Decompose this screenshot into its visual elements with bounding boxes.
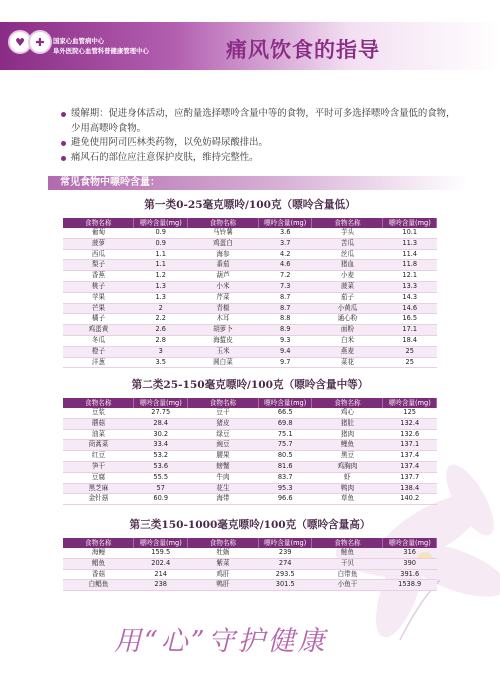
purine-value-cell: 1.1 xyxy=(134,249,188,260)
food-name-cell: 芒果 xyxy=(63,303,134,314)
purine-value-cell: 9.4 xyxy=(258,346,312,357)
purine-value-cell: 14.3 xyxy=(383,292,437,303)
food-name-cell: 鸭肝 xyxy=(187,580,258,591)
table-body xyxy=(63,548,437,591)
column-header: 嘌呤含量(mg) xyxy=(383,538,437,548)
food-name-cell: 白带鱼 xyxy=(312,569,383,580)
food-name-cell: 小鱼干 xyxy=(312,580,383,591)
food-name-cell: 小米 xyxy=(187,281,258,292)
column-header: 嘌呤含量(mg) xyxy=(383,398,437,408)
purine-value-cell: 4.2 xyxy=(258,249,312,260)
food-name-cell: 木耳 xyxy=(187,314,258,325)
purine-value-cell: 9.7 xyxy=(258,357,312,368)
food-name-cell: 猪皮 xyxy=(187,418,258,429)
table-row xyxy=(63,281,437,292)
section-title: 常见食物中嘌呤含量： xyxy=(48,176,468,190)
purine-value-cell: 214 xyxy=(134,569,188,580)
food-name-cell: 油菜 xyxy=(63,429,134,440)
purine-value-cell: 18.4 xyxy=(383,335,437,346)
heart-center-logo-icon: ♥ xyxy=(8,30,32,54)
food-name-cell: 干贝 xyxy=(312,558,383,569)
advice-item: 缓解期：促进身体活动，应酌量选择嘌呤含量中等的食物，平时可多选择嘌呤含量低的食物，少用高嘌呤食物。 xyxy=(64,107,464,136)
purine-value-cell: 293.5 xyxy=(258,569,312,580)
food-name-cell: 鸡胸肉 xyxy=(312,461,383,472)
food-name-cell: 红豆 xyxy=(63,451,134,462)
purine-value-cell: 3 xyxy=(134,346,188,357)
food-name-cell: 鸡肝 xyxy=(187,569,258,580)
table-row xyxy=(63,408,437,418)
food-name-cell: 鲳鱼 xyxy=(63,558,134,569)
column-header: 嘌呤含量(mg) xyxy=(134,218,188,228)
page-title: 痛风饮食的指导 xyxy=(226,37,380,62)
table-row xyxy=(63,558,437,569)
table-row xyxy=(63,580,437,591)
food-name-cell: 白米 xyxy=(312,335,383,346)
purine-table-low xyxy=(63,218,437,368)
purine-value-cell: 137.7 xyxy=(383,472,437,483)
purine-value-cell: 2 xyxy=(134,303,188,314)
purine-value-cell: 10.1 xyxy=(383,228,437,238)
food-name-cell: 金针菇 xyxy=(63,494,134,505)
purine-value-cell: 137.1 xyxy=(383,440,437,451)
table-header-row xyxy=(63,398,437,408)
column-header: 食物名称 xyxy=(312,538,383,548)
food-name-cell: 牡蛎 xyxy=(187,548,258,558)
purine-value-cell: 57 xyxy=(134,483,188,494)
food-name-cell: 猪血 xyxy=(312,260,383,271)
food-name-cell: 菠萝 xyxy=(63,238,134,249)
food-name-cell: 海参 xyxy=(187,249,258,260)
purine-value-cell: 33.4 xyxy=(134,440,188,451)
purine-value-cell: 1.3 xyxy=(134,281,188,292)
table-2-title: 第二类25-150毫克嘌呤/100克（嘌呤含量中等） xyxy=(131,379,369,391)
purine-value-cell: 83.7 xyxy=(258,472,312,483)
table-3-title: 第三类150-1000毫克嘌呤/100克（嘌呤含量高） xyxy=(129,519,371,531)
table-header-row xyxy=(63,538,437,548)
food-name-cell: 橘子 xyxy=(63,314,134,325)
advice-item: 避免使用阿司匹林类药物，以免妨碍尿酸排出。 xyxy=(64,136,464,151)
food-name-cell: 海鳗 xyxy=(63,548,134,558)
purine-value-cell: 55.5 xyxy=(134,472,188,483)
food-name-cell: 猪肚 xyxy=(312,418,383,429)
purine-value-cell: 1.1 xyxy=(134,260,188,271)
purine-value-cell: 25 xyxy=(383,357,437,368)
purine-value-cell: 69.8 xyxy=(258,418,312,429)
purine-value-cell: 27.75 xyxy=(134,408,188,418)
table-row xyxy=(63,548,437,558)
purine-table-medium xyxy=(63,398,437,505)
food-name-cell: 燕麦 xyxy=(312,346,383,357)
purine-value-cell: 238 xyxy=(134,580,188,591)
food-name-cell: 西瓜 xyxy=(63,249,134,260)
column-header: 嘌呤含量(mg) xyxy=(134,538,188,548)
table-row xyxy=(63,228,437,238)
purine-value-cell: 274 xyxy=(258,558,312,569)
food-name-cell: 橙子 xyxy=(63,346,134,357)
purine-value-cell: 12.1 xyxy=(383,271,437,282)
food-name-cell: 海带 xyxy=(187,494,258,505)
food-name-cell: 腰果 xyxy=(187,451,258,462)
purine-value-cell: 8.8 xyxy=(258,314,312,325)
food-name-cell: 桃子 xyxy=(63,281,134,292)
food-name-cell: 白鲳鱼 xyxy=(63,580,134,591)
purine-value-cell: 301.5 xyxy=(258,580,312,591)
table-row xyxy=(63,335,437,346)
food-name-cell: 芹菜 xyxy=(187,292,258,303)
purine-value-cell: 2.8 xyxy=(134,335,188,346)
org-line-1: 国家心血管病中心 xyxy=(53,37,105,45)
food-name-cell: 蘑菇 xyxy=(63,418,134,429)
food-name-cell: 香蕉 xyxy=(63,271,134,282)
food-name-cell: 小麦 xyxy=(312,271,383,282)
purine-value-cell: 8.9 xyxy=(258,325,312,336)
food-name-cell: 鸡蛋黄 xyxy=(63,325,134,336)
purine-value-cell: 81.6 xyxy=(258,461,312,472)
food-name-cell: 牛肉 xyxy=(187,472,258,483)
food-name-cell: 草鱼 xyxy=(312,494,383,505)
table-row xyxy=(63,429,437,440)
purine-value-cell: 96.6 xyxy=(258,494,312,505)
purine-value-cell: 95.3 xyxy=(258,483,312,494)
food-name-cell: 冬瓜 xyxy=(63,335,134,346)
purine-value-cell: 390 xyxy=(383,558,437,569)
food-name-cell: 马铃薯 xyxy=(187,228,258,238)
purine-value-cell: 1.3 xyxy=(134,292,188,303)
food-name-cell: 芋头 xyxy=(312,228,383,238)
purine-value-cell: 391.6 xyxy=(383,569,437,580)
table-row xyxy=(63,303,437,314)
column-header: 嘌呤含量(mg) xyxy=(134,398,188,408)
food-name-cell: 黑芝麻 xyxy=(63,483,134,494)
purine-value-cell: 9.3 xyxy=(258,335,312,346)
column-header: 食物名称 xyxy=(63,218,134,228)
food-name-cell: 菠菜 xyxy=(312,281,383,292)
food-name-cell: 胡萝卜 xyxy=(187,325,258,336)
purine-value-cell: 11.8 xyxy=(383,260,437,271)
table-row xyxy=(63,271,437,282)
purine-value-cell: 202.4 xyxy=(134,558,188,569)
food-name-cell: 花生 xyxy=(187,483,258,494)
column-header: 嘌呤含量(mg) xyxy=(383,218,437,228)
table-row xyxy=(63,483,437,494)
purine-value-cell: 3.6 xyxy=(258,228,312,238)
food-name-cell: 香菇 xyxy=(63,569,134,580)
hospital-logo-icon: ✚ xyxy=(28,30,52,54)
purine-value-cell: 132.4 xyxy=(383,418,437,429)
purine-value-cell: 80.5 xyxy=(258,451,312,462)
purine-value-cell: 3.5 xyxy=(134,357,188,368)
food-name-cell: 鸡心 xyxy=(312,408,383,418)
purine-value-cell: 316 xyxy=(383,548,437,558)
food-name-cell: 笋干 xyxy=(63,461,134,472)
food-name-cell: 丝瓜 xyxy=(312,249,383,260)
table-row xyxy=(63,451,437,462)
purine-value-cell: 60.9 xyxy=(134,494,188,505)
purine-value-cell: 159.5 xyxy=(134,548,188,558)
food-name-cell: 茼蒿菜 xyxy=(63,440,134,451)
purine-value-cell: 137.4 xyxy=(383,461,437,472)
food-name-cell: 番茄 xyxy=(187,260,258,271)
purine-value-cell: 13.3 xyxy=(383,281,437,292)
food-name-cell: 圆白菜 xyxy=(187,357,258,368)
table-header-row xyxy=(63,218,437,228)
purine-value-cell: 7.3 xyxy=(258,281,312,292)
purine-value-cell: 11.4 xyxy=(383,249,437,260)
food-name-cell: 虾 xyxy=(312,472,383,483)
organization-name xyxy=(53,36,149,56)
purine-value-cell: 75.1 xyxy=(258,429,312,440)
purine-value-cell: 14.6 xyxy=(383,303,437,314)
food-name-cell: 茄子 xyxy=(312,292,383,303)
purine-value-cell: 17.1 xyxy=(383,325,437,336)
purine-value-cell: 239 xyxy=(258,548,312,558)
table-body xyxy=(63,408,437,505)
purine-value-cell: 140.2 xyxy=(383,494,437,505)
purine-value-cell: 66.5 xyxy=(258,408,312,418)
slogan: 用“心”守护健康 xyxy=(114,626,328,657)
food-name-cell: 紫菜 xyxy=(187,558,258,569)
table-1-title: 第一类0-25毫克嘌呤/100克（嘌呤含量低） xyxy=(144,199,356,211)
purine-value-cell: 2.2 xyxy=(134,314,188,325)
purine-value-cell: 53.2 xyxy=(134,451,188,462)
purine-value-cell: 132.6 xyxy=(383,429,437,440)
food-name-cell: 豆干 xyxy=(187,408,258,418)
purine-value-cell: 0.9 xyxy=(134,228,188,238)
table-row xyxy=(63,472,437,483)
column-header: 食物名称 xyxy=(63,538,134,548)
food-name-cell: 鲤鱼 xyxy=(312,440,383,451)
column-header: 嘌呤含量(mg) xyxy=(258,218,312,228)
purine-value-cell: 1538.9 xyxy=(383,580,437,591)
purine-value-cell: 28.4 xyxy=(134,418,188,429)
purine-value-cell: 2.6 xyxy=(134,325,188,336)
column-header: 食物名称 xyxy=(312,398,383,408)
table-row xyxy=(63,440,437,451)
purine-value-cell: 125 xyxy=(383,408,437,418)
food-name-cell: 猪肉 xyxy=(312,429,383,440)
food-name-cell: 菜花 xyxy=(312,357,383,368)
table-row xyxy=(63,314,437,325)
table-row xyxy=(63,418,437,429)
food-name-cell: 豆浆 xyxy=(63,408,134,418)
purine-value-cell: 1.2 xyxy=(134,271,188,282)
purine-table-high xyxy=(63,538,437,591)
food-name-cell: 黑豆 xyxy=(312,451,383,462)
food-name-cell: 苹果 xyxy=(63,292,134,303)
food-name-cell: 玉米 xyxy=(187,346,258,357)
org-line-2: 阜外医院心血管科普健康管理中心 xyxy=(53,47,149,55)
food-name-cell: 螃蟹 xyxy=(187,461,258,472)
table-row xyxy=(63,357,437,368)
column-header: 食物名称 xyxy=(187,398,258,408)
column-header: 食物名称 xyxy=(312,218,383,228)
purine-value-cell: 75.7 xyxy=(258,440,312,451)
food-name-cell: 海蜇皮 xyxy=(187,335,258,346)
table-row xyxy=(63,461,437,472)
purine-value-cell: 53.6 xyxy=(134,461,188,472)
table-row xyxy=(63,260,437,271)
purine-value-cell: 3.7 xyxy=(258,238,312,249)
food-name-cell: 通心粉 xyxy=(312,314,383,325)
table-row xyxy=(63,346,437,357)
table-row xyxy=(63,494,437,505)
purine-value-cell: 25 xyxy=(383,346,437,357)
column-header: 嘌呤含量(mg) xyxy=(258,398,312,408)
purine-value-cell: 11.3 xyxy=(383,238,437,249)
purine-value-cell: 30.2 xyxy=(134,429,188,440)
table-row xyxy=(63,238,437,249)
table-row xyxy=(63,292,437,303)
food-name-cell: 鸡蛋白 xyxy=(187,238,258,249)
food-name-cell: 豆腐 xyxy=(63,472,134,483)
food-name-cell: 葫芦 xyxy=(187,271,258,282)
table-body xyxy=(63,228,437,368)
purine-value-cell: 0.9 xyxy=(134,238,188,249)
column-header: 食物名称 xyxy=(63,398,134,408)
food-name-cell: 苦瓜 xyxy=(312,238,383,249)
column-header: 嘌呤含量(mg) xyxy=(258,538,312,548)
food-name-cell: 葡萄 xyxy=(63,228,134,238)
food-name-cell: 青椒 xyxy=(187,303,258,314)
food-name-cell: 豌豆 xyxy=(187,440,258,451)
table-row xyxy=(63,325,437,336)
purine-value-cell: 8.7 xyxy=(258,303,312,314)
food-name-cell: 鸭肉 xyxy=(312,483,383,494)
food-name-cell: 小黄瓜 xyxy=(312,303,383,314)
purine-value-cell: 138.4 xyxy=(383,483,437,494)
purine-value-cell: 4.6 xyxy=(258,260,312,271)
food-name-cell: 洋葱 xyxy=(63,357,134,368)
purine-value-cell: 7.2 xyxy=(258,271,312,282)
table-row xyxy=(63,569,437,580)
column-header: 食物名称 xyxy=(187,218,258,228)
food-name-cell: 面粉 xyxy=(312,325,383,336)
advice-item: 痛风石的部位应注意保护皮肤，维持完整性。 xyxy=(64,151,464,166)
food-name-cell: 梨子 xyxy=(63,260,134,271)
table-row xyxy=(63,249,437,260)
purine-value-cell: 137.4 xyxy=(383,451,437,462)
food-name-cell: 绿豆 xyxy=(187,429,258,440)
food-name-cell: 鲢鱼 xyxy=(312,548,383,558)
purine-value-cell: 16.5 xyxy=(383,314,437,325)
advice-list xyxy=(64,107,464,165)
purine-value-cell: 8.7 xyxy=(258,292,312,303)
column-header: 食物名称 xyxy=(187,538,258,548)
